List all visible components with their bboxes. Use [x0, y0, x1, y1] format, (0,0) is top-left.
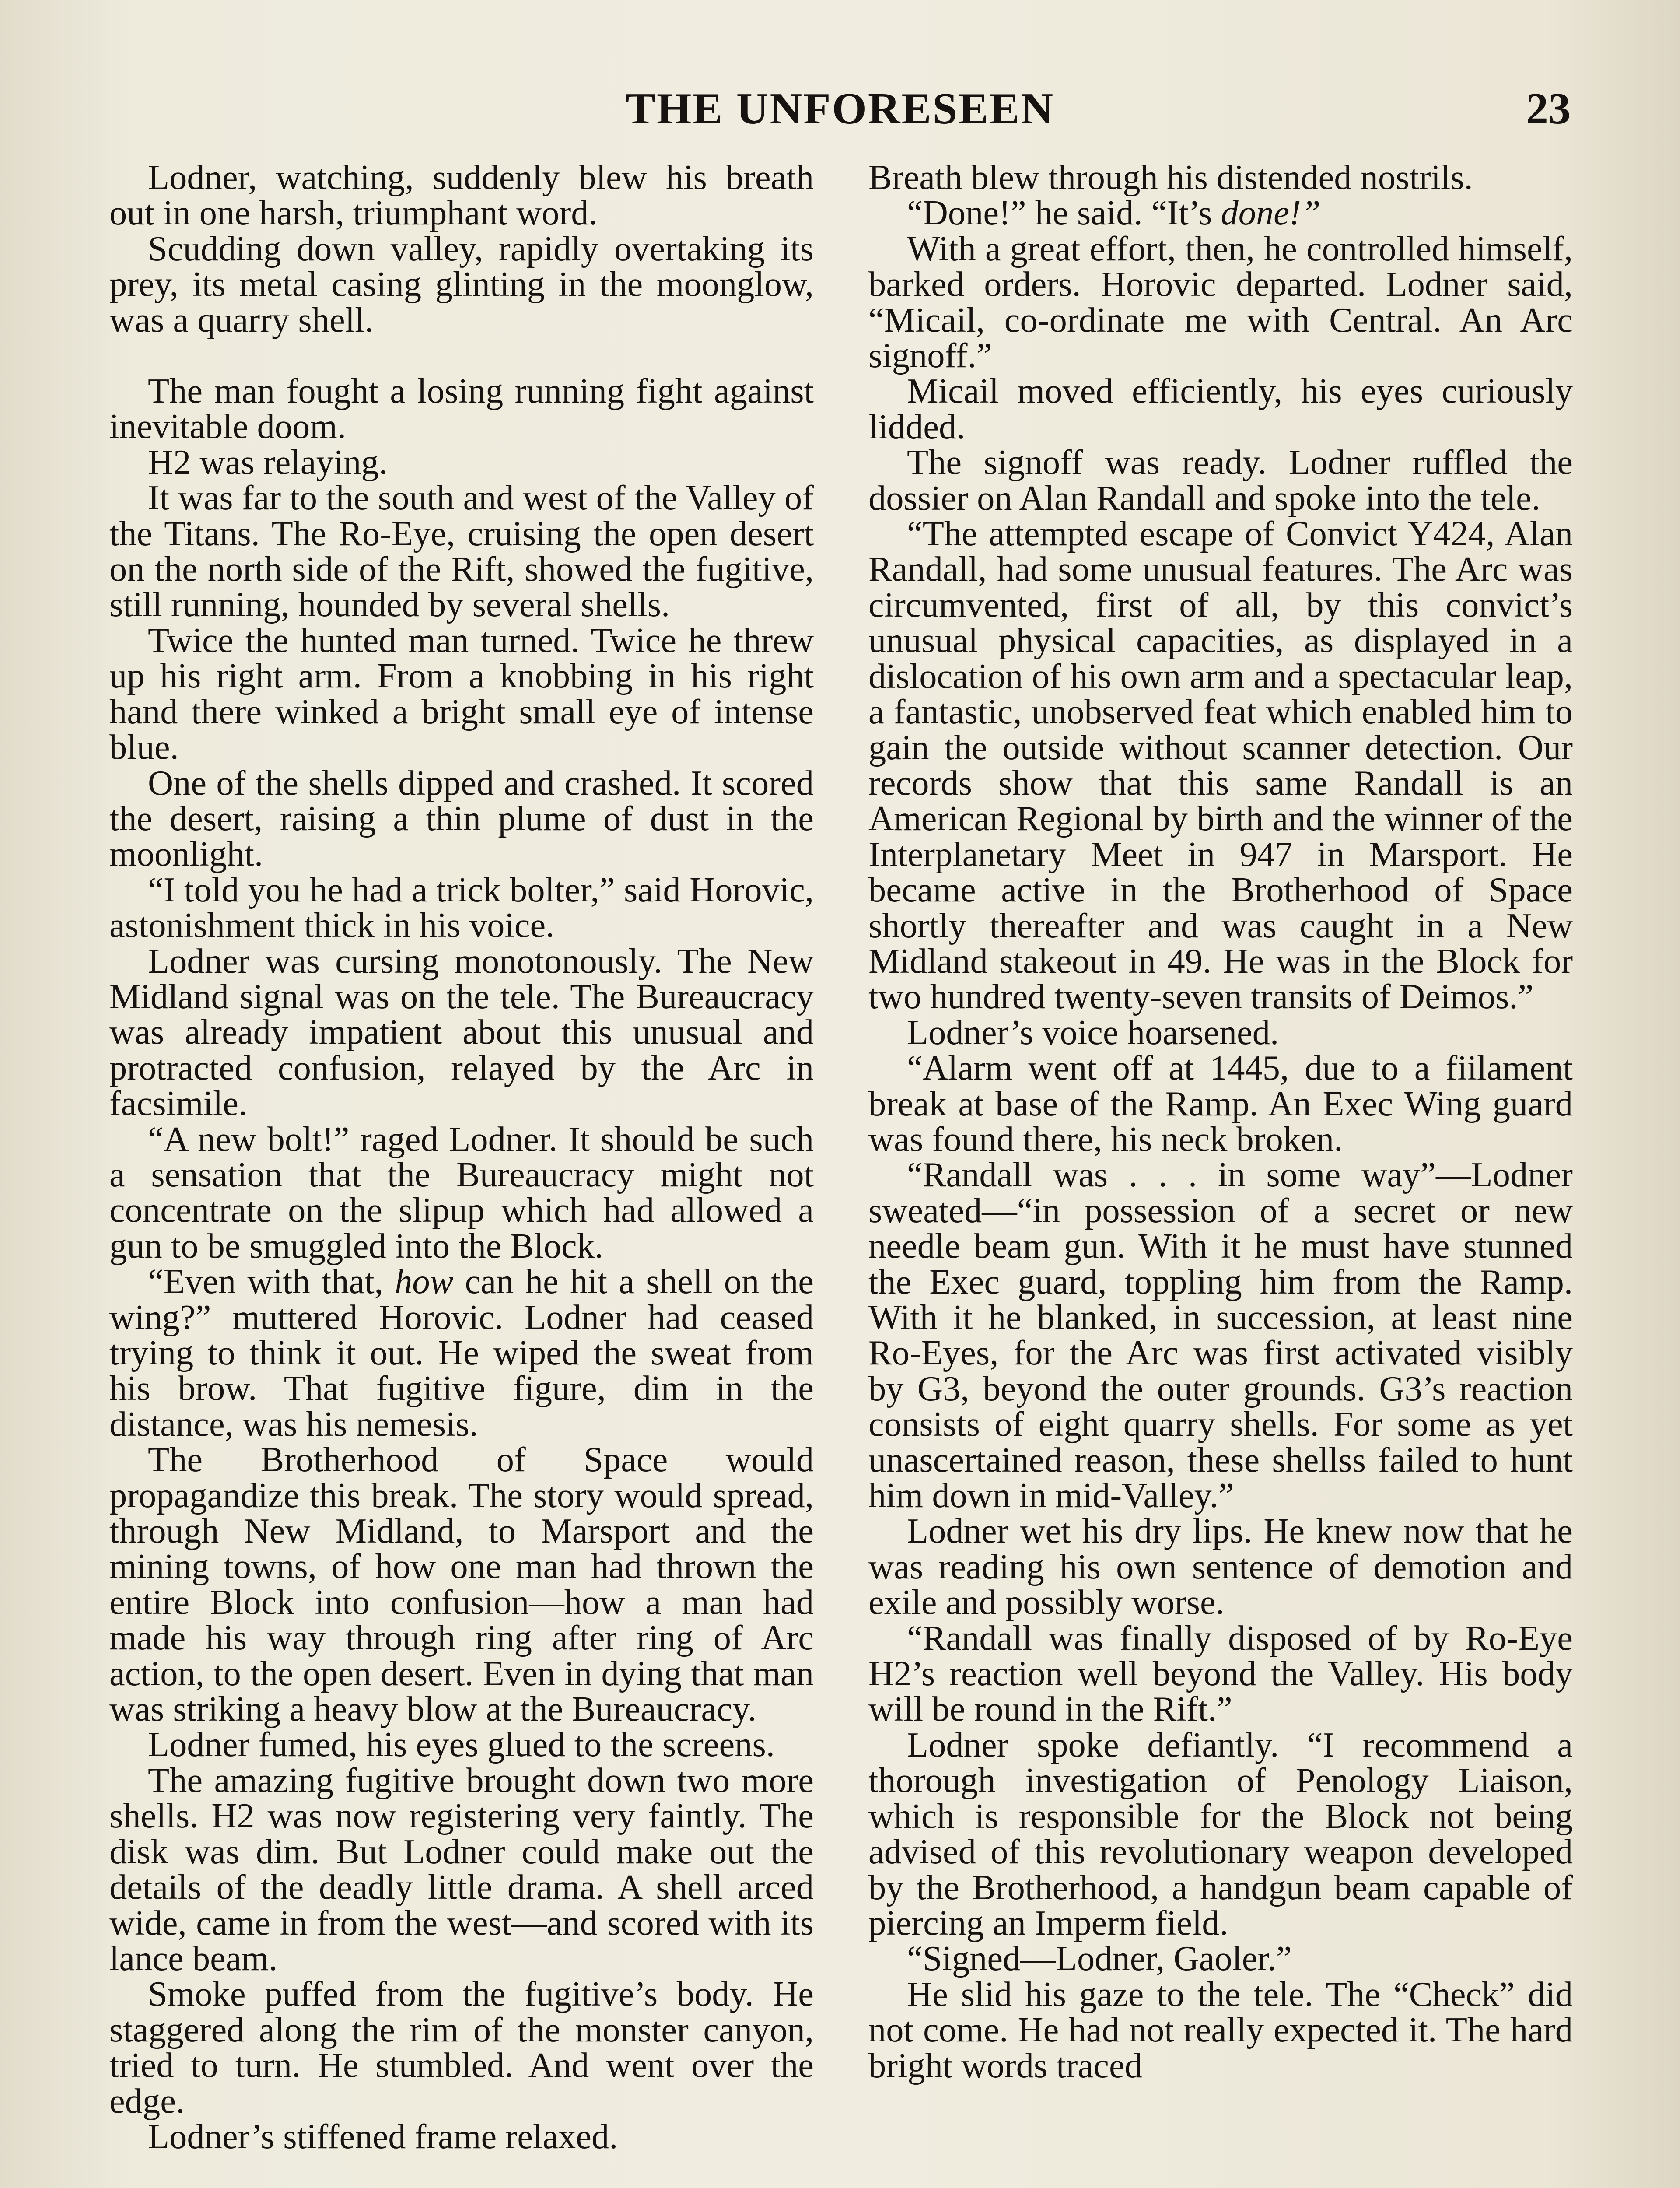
paragraph: The amazing fugitive brought down two more shells. H2 was now registering very faintly. The disk was dim. But Lodner could make out the details of the deadly little drama. A shell arced wide, came in from the west—and scored with its lance beam. — [109, 1760, 814, 1978]
paragraph: Lodner fumed, his eyes glued to the screens. — [148, 1725, 775, 1764]
paragraph: Micail moved efficiently, his eyes curiously lidded. — [868, 372, 1573, 446]
paragraph: Lodner wet his dry lips. He knew now that he was reading his own sentence of demotion and exile and possibly worse. — [868, 1511, 1573, 1622]
paragraph: “The attempted escape of Convict Y424, Alan Randall, had some unusual features. The Arc was circumvented, first of all, by this convict’s unusual physical capacities, as displayed in a dislocation of his own arm and a spectacular leap, a fantastic, unobserved feat which enabled him to gain the outside without scanner detection. Our records show that this same Randall is an American Regional by birth and the winner of the Interplanetary Meet in 947 in Marsport. He became active in the Brotherhood of Space shortly thereafter and was caught in a New Midland stakeout in 49. He was in the Block for two hundred twenty-seven transits of Deimos.” — [868, 514, 1573, 1017]
paragraph: He slid his gaze to the tele. The “Check” did not come. He had not really expected it. The hard bright words traced — [868, 1974, 1573, 2085]
paragraph: It was far to the south and west of the Valley of the Titans. The Ro-Eye, cruising the open desert on the north side of the Rift, showed the fugitive, still running, hounded by several shells. — [109, 478, 814, 624]
paragraph: With a great effort, then, he controlled himself, barked orders. Horovic departed. Lodner said, “Micail, co-ordinate me with Central. An Arc signoff.” — [868, 229, 1573, 375]
text-run: can he hit a shell on the wing?” muttered Horovic. Lodner had ceased trying to think it out. He wiped the sweat from his brow. That fugitive figure, dim in the distance, was his nemesis. — [109, 1262, 814, 1444]
paragraph: “Randall was finally disposed of by Ro-Eye H2’s reaction well beyond the Valley. His body will be round in the Rift.” — [868, 1618, 1573, 1729]
paragraph: The Brotherhood of Space would propagandize this break. The story would spread, through New Midland, to Marsport and the mining towns, of how one man had thrown the entire Block into confusion—how a man had made his way through ring after ring of Arc action, to the open desert. Even in dying that man was striking a heavy blow at the Bureaucracy. — [109, 1440, 814, 1729]
paragraph: The signoff was ready. Lodner ruffled the dossier on Alan Randall and spoke into the tele. — [868, 443, 1573, 518]
italic-text: how — [395, 1262, 454, 1301]
paragraph: “Randall was . . . in some way”—Lodner sweated—“in possession of a secret or new needle beam gun. With it he must have stunned the Exec guard, toppling him from the Ramp. With it he blanked, in succession, at least nine Ro-Eyes, for the Arc was first activated visibly by G3, beyond the outer grounds. G3’s reaction consists of eight quarry shells. For some as yet unascertained reason, these shellss failed to hunt him down in mid-Valley.” — [868, 1155, 1573, 1515]
text-run: “Done!” he said. “It’s — [907, 193, 1221, 233]
paragraph: “A new bolt!” raged Lodner. It should be such a sensation that the Bureaucracy might not concentrate on the slipup which had allowed a gun to be smuggled into the Block. — [109, 1119, 814, 1266]
paragraph: The man fought a losing running fight against inevitable doom. — [109, 372, 814, 446]
paragraph: Lodner was cursing monotonously. The New Midland signal was on the tele. The Bureaucracy was already impatient about this unusual and protracted confusion, relayed by the Arc in facsimile. — [109, 941, 814, 1123]
paragraph: “Signed—Lodner, Gaoler.” — [907, 1939, 1292, 1978]
left-column — [109, 160, 814, 2188]
paragraph: Lodner, watching, suddenly blew his breath out in one harsh, triumphant word. — [109, 160, 814, 233]
right-column — [868, 160, 1573, 2188]
running-title: THE UNFORESEEN — [625, 84, 1055, 133]
paragraph — [868, 195, 1573, 231]
paragraph: Lodner’s voice hoarsened. — [907, 1013, 1279, 1052]
paragraph: Breath blew through his distended nostrils. — [868, 160, 1473, 197]
paragraph: Smoke puffed from the fugitive’s body. He staggered along the rim of the monster canyon, tried to turn. He stumbled. And went over the edge. — [109, 1974, 814, 2121]
text-run: “Even with that, — [148, 1262, 395, 1301]
paragraph: Lodner’s stiffened frame relaxed. — [148, 2117, 618, 2156]
page-number: 23 — [1526, 84, 1571, 133]
paragraph: “Alarm went off at 1445, due to a fiilament break at base of the Ramp. An Exec Wing guard was found there, his neck broken. — [868, 1048, 1573, 1159]
paragraph: Twice the hunted man turned. Twice he threw up his right arm. From a knobbing in his right hand there winked a bright small eye of intense blue. — [109, 621, 814, 767]
paragraph: One of the shells dipped and crashed. It scored the desert, raising a thin plume of dust in the moonlight. — [109, 763, 814, 874]
paragraph: Scudding down valley, rapidly overtaking its prey, its metal casing glinting in the moonglow, was a quarry shell. — [109, 229, 814, 340]
italic-text: done!” — [1221, 193, 1321, 233]
paragraph — [109, 1264, 814, 1442]
page-header — [109, 83, 1571, 149]
paragraph: “I told you he had a trick bolter,” said Horovic, astonishment thick in his voice. — [109, 870, 814, 945]
paragraph: Lodner spoke defiantly. “I recommend a thorough investigation of Penology Liaison, which is responsible for the Block not being advised of this revolutionary weapon developed by the Brotherhood, a handgun beam capable of piercing an Imperm field. — [868, 1725, 1573, 1943]
paragraph: H2 was relaying. — [148, 442, 388, 482]
